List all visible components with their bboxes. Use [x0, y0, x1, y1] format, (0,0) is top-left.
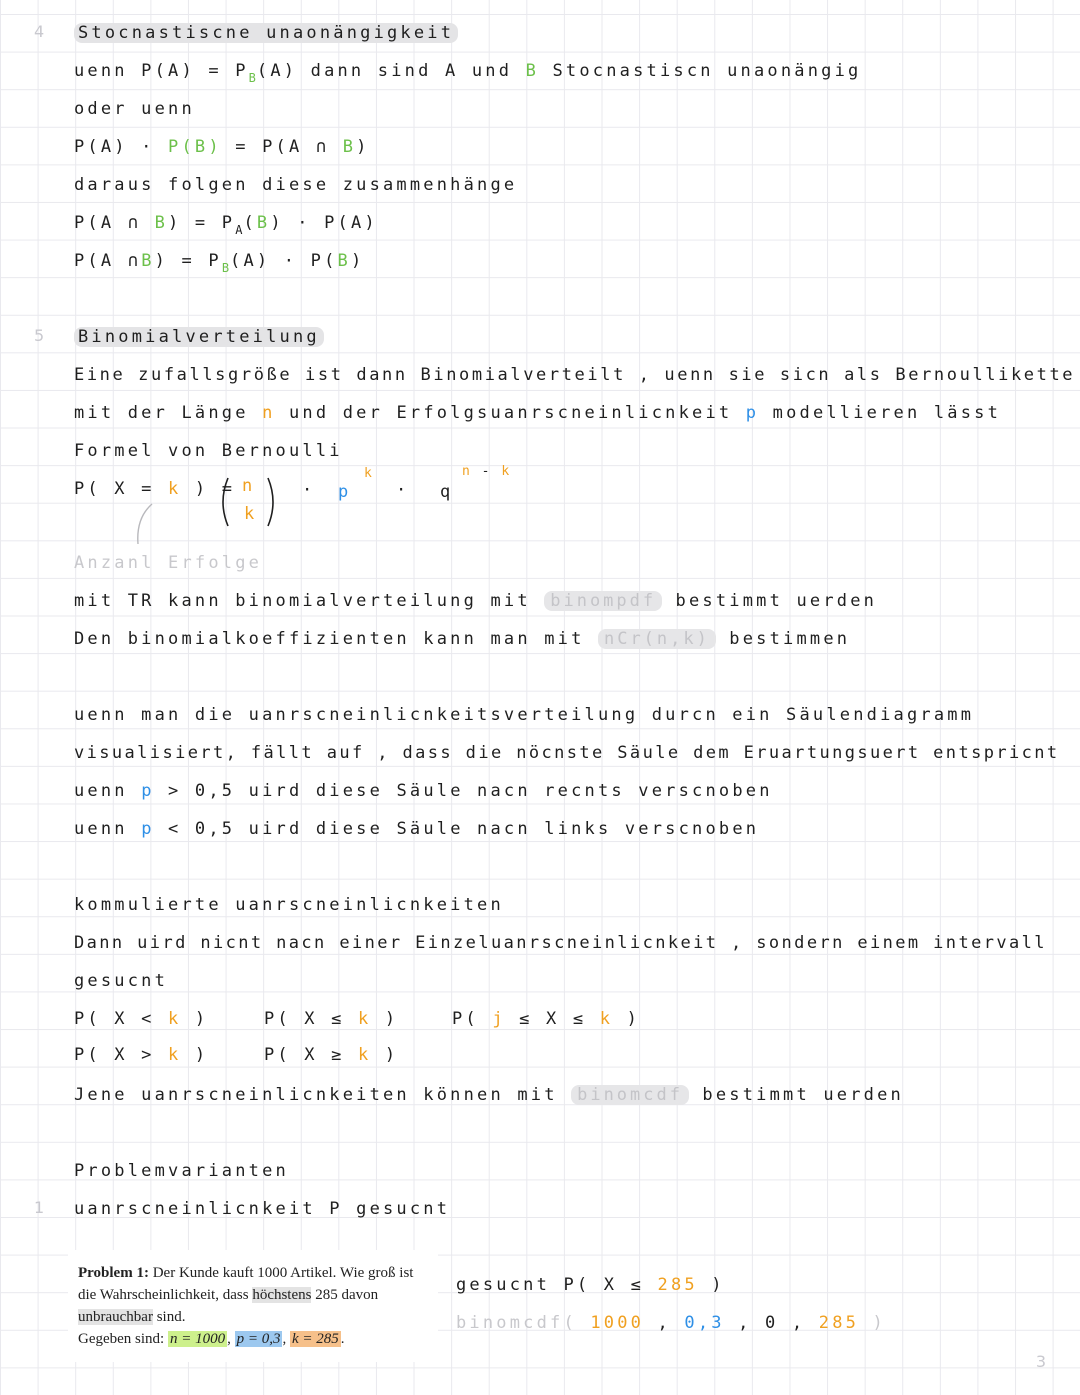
given-n: n = 1000 — [169, 1331, 226, 1347]
subscript-a: A — [235, 223, 244, 237]
text: bestimmen — [715, 629, 851, 649]
line-definition-2 — [74, 402, 1001, 424]
text: P( X > — [74, 1045, 169, 1065]
var-p: p — [141, 781, 155, 801]
text: P( X = — [74, 479, 169, 499]
line-shift-right — [74, 780, 773, 802]
line-product-rule — [74, 136, 370, 158]
text: ) — [371, 1045, 399, 1065]
text: , — [644, 1313, 685, 1333]
text: , — [778, 1313, 819, 1333]
line-binomcdf — [74, 1084, 904, 1106]
var-n: n — [262, 403, 276, 423]
text: P( — [452, 1009, 493, 1029]
separator: , — [282, 1331, 290, 1347]
problem-statement-box — [68, 1250, 438, 1362]
event-b: B — [154, 213, 169, 233]
text: ) — [697, 1275, 725, 1295]
text: ) — [613, 1009, 641, 1029]
var-k: k — [358, 1009, 372, 1029]
value-zero: 0 — [765, 1313, 779, 1333]
text: und der Erfolgsuanrscneinlicnkeit — [275, 403, 746, 423]
line-formula-2 — [74, 250, 364, 273]
event-b: B — [342, 137, 357, 157]
var-p: p — [141, 819, 155, 839]
text: uenn — [74, 819, 142, 839]
text: ) — [181, 1045, 209, 1065]
var-k: k — [168, 1009, 182, 1029]
line-variant-1: uanrscneinlicnkeit P gesucnt — [74, 1199, 451, 1219]
binom-top-n: n — [242, 476, 253, 496]
text: binomcdf( — [456, 1313, 591, 1333]
given-p: p = 0,3 — [236, 1331, 281, 1347]
var-k: k — [358, 1045, 372, 1065]
text: bestimmt uerden — [688, 1085, 904, 1105]
section-number-5: 5 — [34, 326, 45, 345]
text: Den binomialkoeffizienten kann man mit — [74, 629, 598, 649]
text: P( X ≥ — [264, 1045, 359, 1065]
line-or-if: oder uenn — [74, 99, 195, 119]
line-cumulative-1: Dann uird nicnt nacn einer Einzeluanrscneinlicnkeit , sondern einem intervall — [74, 933, 1047, 953]
separator: , — [227, 1331, 235, 1347]
text: mit TR kann binomialverteilung mit — [74, 591, 545, 611]
text: modellieren lässt — [759, 403, 1002, 423]
text: ) = P — [168, 213, 236, 233]
exp-n: n — [462, 464, 472, 479]
text: (A) · P( — [230, 251, 338, 271]
text: (A) dann sind A und — [256, 61, 513, 81]
text: P(A ∩ — [74, 251, 142, 271]
text: ≤ X ≤ — [505, 1009, 600, 1029]
highlight: höchstens — [252, 1287, 312, 1303]
text: ) — [859, 1313, 886, 1333]
line-condition-1 — [74, 60, 861, 83]
solution-sought — [456, 1274, 725, 1296]
heading-problem-variants: Problemvarianten — [74, 1161, 289, 1181]
text: < 0,5 uird diese Säule nacn links verscnoben — [154, 819, 760, 839]
line-definition-1: Eine zufallsgröße ist dann Binomialverteilt , uenn sie sicn als Bernoullikette — [74, 365, 1076, 385]
dot: · — [396, 480, 407, 500]
problem-label: Problem 1: — [78, 1265, 149, 1281]
heading-cumulative: kommulierte uanrscneinlicnkeiten — [74, 895, 504, 915]
prob-b: P(B) — [168, 137, 222, 157]
subscript-b: B — [221, 261, 231, 275]
section-title-binomial — [74, 326, 324, 348]
exp-k: k — [501, 464, 512, 479]
line-shift-left — [74, 818, 759, 840]
solution-binomcdf — [456, 1312, 886, 1334]
text: uenn P(A) = P — [74, 61, 249, 81]
example-less-equal — [264, 1008, 398, 1030]
text: ( — [243, 213, 257, 233]
page-number: 3 — [1035, 1352, 1046, 1371]
text: P( X ≤ — [264, 1009, 359, 1029]
text: bestimmt uerden — [662, 591, 878, 611]
var-k: k — [599, 1009, 614, 1029]
text: . — [340, 1331, 345, 1347]
title-highlight: Stocnastiscne unaonängigkeit — [74, 23, 458, 43]
section-title-stochastic-independence — [74, 22, 458, 44]
binom-bottom-k: k — [244, 504, 255, 524]
var-j: j — [492, 1009, 506, 1029]
text: > 0,5 uird diese Säule nacn recnts verscnoben — [154, 781, 773, 801]
example-greater-equal — [264, 1044, 398, 1066]
text: gesucnt P( X ≤ — [456, 1275, 658, 1295]
text: ) — [350, 251, 365, 271]
calc-function-pill: nCr(n,k) — [598, 629, 716, 649]
calc-function-pill: binompdf — [544, 591, 662, 611]
event-b: B — [337, 251, 351, 271]
text: , — [724, 1313, 766, 1333]
text: ) — [181, 1009, 209, 1029]
example-less-than — [74, 1008, 208, 1030]
value-k: 285 — [818, 1313, 860, 1333]
value-p: 0,3 — [684, 1313, 725, 1333]
annotation-number-of-successes: Anzanl Erfolge — [74, 553, 263, 573]
text: P(A) · — [74, 137, 169, 157]
line-visualization-2: visualisiert, fällt auf , dass die nöcnste Säule dem Eruartungsuert entspricnt — [74, 743, 1060, 763]
text: Stocnastiscn unaonängig — [552, 61, 862, 81]
exp-k: k — [364, 466, 372, 481]
highlight: unbrauchbar — [78, 1309, 153, 1325]
text: ) · P(A) — [270, 213, 378, 233]
event-b: B — [141, 251, 155, 271]
value-k: 285 — [657, 1275, 698, 1295]
line-formula-1 — [74, 212, 378, 235]
line-visualization-1: uenn man die uanrscneinlicnkeitsverteilung durcn ein Säulendiagramm — [74, 705, 975, 725]
text: uenn — [74, 781, 142, 801]
text: ) — [356, 137, 370, 157]
line-calculator-binompdf — [74, 590, 877, 612]
line-consequences: daraus folgen diese zusammenhänge — [74, 175, 518, 195]
text: = P(A ∩ — [221, 137, 343, 157]
text: mit der Länge — [74, 403, 263, 423]
exp-n-minus-k — [462, 464, 511, 479]
text: P(A ∩ — [74, 213, 155, 233]
minus: - — [471, 464, 502, 479]
text: ) — [371, 1009, 399, 1029]
text: sind. — [152, 1309, 186, 1325]
var-q: q — [440, 482, 451, 502]
example-greater-than — [74, 1044, 208, 1066]
title-highlight: Binomialverteilung — [74, 327, 324, 347]
var-p: p — [338, 482, 349, 502]
calc-function-pill: binomcdf — [571, 1085, 689, 1105]
text: P( X < — [74, 1009, 169, 1029]
dot: · — [302, 480, 313, 500]
text: ) = — [181, 479, 236, 499]
section-number-4: 4 — [34, 22, 45, 41]
text: Der Kunde kauft 1000 Artikel. Wie groß ist die Wahrscheinlichkeit, dass — [78, 1265, 414, 1303]
line-bernoulli-heading: Formel von Bernoulli — [74, 441, 343, 461]
text: ) = P — [154, 251, 222, 271]
line-cumulative-2: gesucnt — [74, 971, 169, 991]
variant-number-1: 1 — [34, 1198, 45, 1217]
text: Jene uanrscneinlicnkeiten können mit — [74, 1085, 572, 1105]
text: 285 davon — [311, 1287, 379, 1303]
value-n: 1000 — [590, 1313, 645, 1333]
given-k: k = 285 — [291, 1331, 339, 1347]
text: Gegeben sind: — [78, 1331, 168, 1347]
line-calculator-ncr — [74, 628, 850, 650]
annotation-arrow-icon — [130, 500, 160, 548]
example-interval — [452, 1008, 640, 1030]
var-p: p — [745, 403, 760, 423]
bernoulli-formula-left — [74, 478, 235, 500]
event-b: B — [256, 213, 271, 233]
subscript-b: B — [248, 71, 257, 85]
var-k: k — [168, 479, 182, 499]
var-k: k — [168, 1045, 182, 1065]
event-b: B — [525, 61, 540, 81]
